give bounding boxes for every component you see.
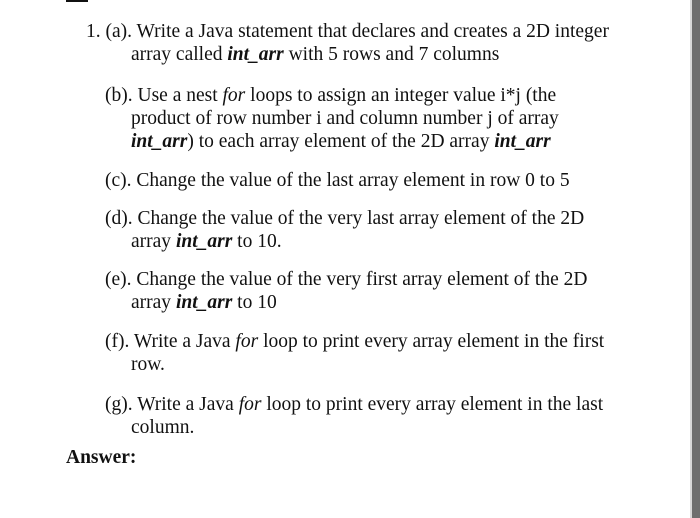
part-e-line: [105, 291, 665, 314]
code-identifier: int_arr: [227, 44, 284, 65]
question-text: loop to print every array element in the first: [258, 331, 605, 352]
part-c-line: [105, 169, 665, 192]
question-text: (d). Change the value of the very last array element of the 2D: [105, 208, 585, 229]
part-a: [86, 20, 656, 66]
part-c: [105, 169, 665, 192]
code-identifier: int_arr: [175, 231, 233, 252]
part-b-line: [105, 84, 665, 107]
part-f-line: [105, 330, 665, 353]
code-identifier: int_arr: [175, 292, 233, 313]
page-edge: [692, 0, 700, 518]
question-text: column.: [131, 417, 195, 438]
italic-keyword: for: [238, 394, 262, 415]
code-identifier: int_arr: [131, 131, 188, 152]
question-text: loops to assign an integer value i*j (the: [245, 85, 557, 106]
question-text: array: [131, 292, 176, 313]
question-text: array called: [131, 44, 228, 65]
part-g-line: [105, 416, 665, 439]
question-text: (c). Change the value of the last array element in row 0 to 5: [105, 170, 570, 191]
part-d-line: [105, 207, 665, 230]
part-e: [105, 268, 665, 314]
part-a-line: [86, 43, 656, 66]
question-text: array: [131, 231, 176, 252]
question-text: row.: [131, 354, 165, 375]
code-identifier: int_arr: [494, 131, 551, 152]
question-text: loop to print every array element in the last: [261, 394, 604, 415]
answer-label: Answer:: [66, 447, 137, 468]
italic-keyword: for: [235, 331, 259, 352]
part-b: [105, 84, 665, 153]
question-text: (f). Write a Java: [105, 331, 236, 352]
part-f: [105, 330, 665, 376]
question-text: ) to each array element of the 2D array: [187, 131, 495, 152]
question-text: product of row number i and column number j of array: [131, 108, 559, 129]
question-text: (b). Use a nest: [105, 85, 223, 106]
question-text: with 5 rows and 7 columns: [283, 44, 500, 65]
question-text: (g). Write a Java: [105, 394, 239, 415]
question-text: 1. (a). Write a Java statement that declares and creates a 2D integer: [86, 21, 609, 42]
part-b-line: [105, 107, 665, 130]
question-text: (e). Change the value of the very first array element of the 2D: [105, 269, 588, 290]
part-d: [105, 207, 665, 253]
part-g-line: [105, 393, 665, 416]
italic-keyword: for: [222, 85, 246, 106]
part-e-line: [105, 268, 665, 291]
part-g: [105, 393, 665, 439]
question-text: to 10: [232, 292, 277, 313]
part-b-line: [105, 130, 665, 153]
part-f-line: [105, 353, 665, 376]
part-d-line: [105, 230, 665, 253]
part-a-line: [86, 20, 656, 43]
question-text: to 10.: [232, 231, 282, 252]
